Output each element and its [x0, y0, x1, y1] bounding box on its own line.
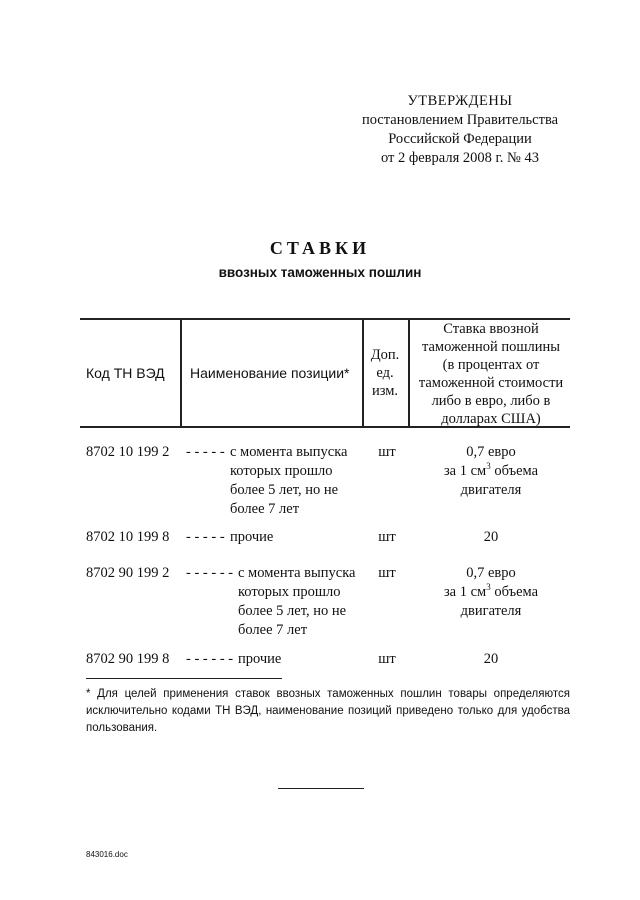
row-1-rate-line: 0,7 евро [466, 444, 516, 460]
row-4-rate: 20 [483, 651, 499, 667]
footnote: * Для целей применения ставок ввозных таможенных пошлин товары определяются исключительно кодами ТН ВЭД, наименование позиций приведено только для удобства пользования. [86, 688, 570, 734]
row-3-unit: шт [378, 565, 396, 581]
row-3-name [238, 564, 368, 640]
row-1-name [230, 443, 360, 519]
row-3-rate-line: 0,7 евро [466, 565, 516, 581]
approval-line-3: от 2 февраля 2008 г. № 43 [380, 150, 540, 166]
header-rate-line: либо в евро, либо в [431, 393, 551, 409]
row-2-unit: шт [378, 529, 396, 545]
row-4-name: прочие [238, 651, 282, 667]
row-4-unit: шт [378, 651, 396, 667]
row-1-rate [412, 443, 570, 500]
document-reference: 843016.doc [86, 850, 128, 859]
row-1-unit: шт [378, 444, 396, 460]
header-rate-line: таможенной пошлины [421, 339, 561, 355]
row-1-name-line: с момента выпуска [230, 444, 348, 460]
row-3-name-line: более 5 лет, но не [238, 603, 347, 619]
row-3-code: 8702 90 199 2 [86, 565, 170, 581]
row-3-rate-line: двигателя [460, 603, 522, 619]
header-rate [412, 320, 570, 428]
header-name: Наименование позиции* [190, 365, 350, 381]
row-2-name: прочие [230, 529, 274, 545]
row-1-rate-line: двигателя [460, 482, 522, 498]
header-unit-line: изм. [371, 383, 399, 399]
end-rule [278, 788, 364, 789]
table-divider-1 [180, 318, 182, 427]
header-rate-line: таможенной стоимости [418, 375, 564, 391]
row-1-name-line: более 5 лет, но не [230, 482, 339, 498]
approval-line-2: Российской Федерации [388, 131, 532, 147]
approval-line-1: постановлением Правительства [361, 112, 559, 128]
row-3-name-line: более 7 лет [238, 622, 308, 638]
document-title: СТАВКИ [269, 238, 371, 258]
row-2-code: 8702 10 199 8 [86, 529, 170, 545]
document-subtitle: ввозных таможенных пошлин [218, 265, 422, 280]
row-4-dash: - - - - - - [186, 651, 234, 667]
row-4-code: 8702 90 199 8 [86, 651, 170, 667]
approval-block [330, 92, 590, 168]
row-3-rate-line: за 1 $см^3$ объема [443, 582, 539, 600]
row-1-rate-line: за 1 $см^3$ объема [443, 461, 539, 479]
footnote-separator [86, 678, 282, 679]
row-3-dash: - - - - - - [186, 565, 234, 581]
row-1-code: 8702 10 199 2 [86, 444, 170, 460]
header-unit-line: Доп. [370, 347, 400, 363]
row-1-name-line: которых прошло [230, 463, 333, 479]
approval-heading: УТВЕРЖДЕНЫ [407, 93, 513, 109]
row-3-rate [412, 564, 570, 621]
header-unit-line: ед. [376, 365, 394, 381]
header-unit [364, 346, 406, 400]
header-rate-line: долларах США) [441, 411, 541, 427]
row-1-dash: - - - - - [186, 444, 225, 460]
header-rate-line: (в процентах от [442, 357, 540, 373]
header-rate-line: Ставка ввозной [443, 321, 539, 337]
row-3-name-line: с момента выпуска [238, 565, 356, 581]
row-3-name-line: которых прошло [238, 584, 341, 600]
row-2-rate: 20 [483, 529, 499, 545]
row-1-name-line: более 7 лет [230, 501, 300, 517]
row-2-dash: - - - - - [186, 529, 225, 545]
table-divider-3 [408, 318, 410, 427]
header-code: Код ТН ВЭД [86, 365, 165, 381]
